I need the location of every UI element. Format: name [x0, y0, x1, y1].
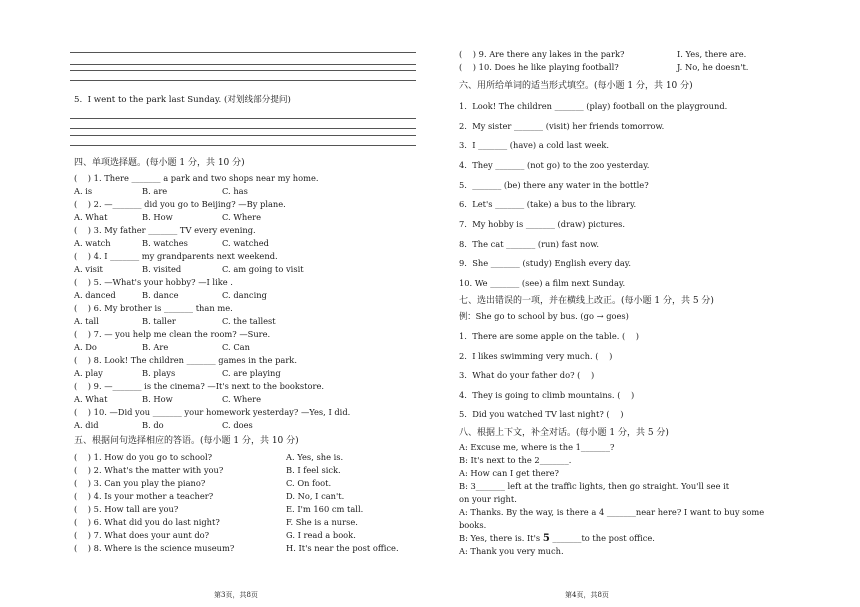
question-5-rewrite: 5. I went to the park last Sunday. (对划线部分提问): [74, 95, 291, 105]
section-8-title: 八、根据上下文，补全对话。(每小题 1 分，共 5 分): [459, 428, 669, 438]
dialogue-line-rest: _______to the post office.: [549, 533, 655, 543]
dialogue-line: B: 3_______ left at the traffic lights, then go straight. You'll see it: [459, 481, 730, 491]
dialogue-line-text: B: Yes, there is. It's: [459, 533, 543, 543]
section-5-title: 五、根据问句选择相应的答语。(每小题 1 分，共 10 分): [74, 436, 299, 446]
mc-question: ( ) 2. —_______ did you go to Beijing? —By plane.: [74, 199, 286, 209]
match-answer: A. Yes, she is.: [286, 452, 344, 462]
fill-item: 10. We _______ (see) a film next Sunday.: [459, 278, 626, 288]
mc-option-a: A. tall: [74, 316, 99, 326]
error-item: 5. Did you watched TV last night? ( ): [459, 409, 624, 419]
mc-option-b: B. Are: [142, 342, 169, 352]
mc-option-b: B. watches: [142, 238, 188, 248]
mc-option-b: B. plays: [142, 368, 176, 378]
page-footer: 第4页，共8页: [565, 591, 609, 599]
error-item: 4. They is going to climb mountains. ( ): [459, 390, 635, 400]
fill-item: 1. Look! The children _______ (play) football on the playground.: [459, 101, 728, 111]
mc-option-a: A. visit: [74, 264, 103, 274]
match-answer: H. It's near the post office.: [286, 543, 399, 553]
answer-line: [70, 135, 416, 136]
answer-line: [70, 64, 416, 65]
match-question: ( ) 8. Where is the science museum?: [74, 543, 235, 553]
section-4-title: 四、单项选择题。(每小题 1 分，共 10 分): [74, 158, 245, 168]
answer-line: [70, 80, 416, 81]
match-question: ( ) 3. Can you play the piano?: [74, 478, 206, 488]
mc-option-b: B. do: [142, 420, 164, 430]
dialogue-line: A: How can I get there?: [459, 468, 559, 478]
mc-option-c: C. Where: [222, 212, 261, 222]
answer-line: [70, 145, 416, 146]
match-question: ( ) 2. What's the matter with you?: [74, 465, 224, 475]
mc-option-b: B. taller: [142, 316, 176, 326]
match-question: ( ) 5. How tall are you?: [74, 504, 179, 514]
mc-option-c: C. has: [222, 186, 248, 196]
blank-number: 5: [542, 533, 550, 544]
mc-option-c: C. are playing: [222, 368, 281, 378]
answer-line: [70, 70, 416, 71]
mc-question: ( ) 7. — you help me clean the room? —Sure.: [74, 329, 271, 339]
dialogue-line: A: Thank you very much.: [459, 546, 564, 556]
answer-line: [70, 128, 416, 129]
error-item: 1. There are some apple on the table. ( ): [459, 331, 640, 341]
match-answer: F. She is a nurse.: [286, 517, 358, 527]
mc-option-b: B. How: [142, 212, 173, 222]
match-question: ( ) 4. Is your mother a teacher?: [74, 491, 214, 501]
fill-item: 6. Let's _______ (take) a bus to the library.: [459, 199, 637, 209]
answer-line: [70, 118, 416, 119]
fill-item: 4. They _______ (not go) to the zoo yesterday.: [459, 160, 650, 170]
mc-question: ( ) 10. —Did you _______ your homework yesterday? —Yes, I did.: [74, 407, 351, 417]
page-footer: 第3页，共8页: [214, 591, 258, 599]
mc-option-c: C. the tallest: [222, 316, 276, 326]
mc-question: ( ) 8. Look! The children _______ games in the park.: [74, 355, 297, 365]
mc-question: ( ) 9. —_______ is the cinema? —It's next to the bookstore.: [74, 381, 325, 391]
fill-item: 8. The cat _______ (run) fast now.: [459, 239, 599, 249]
fill-item: 5. _______ (be) there any water in the bottle?: [459, 180, 649, 190]
match-answer: J. No, he doesn't.: [677, 62, 749, 72]
match-question: ( ) 1. How do you go to school?: [74, 452, 213, 462]
fill-item: 9. She _______ (study) English every day.: [459, 258, 632, 268]
mc-option-a: A. play: [74, 368, 103, 378]
section-7-title: 七、选出错误的一项，并在横线上改正。(每小题 1 分，共 5 分): [459, 296, 714, 306]
mc-option-a: A. What: [74, 394, 108, 404]
mc-option-b: B. visited: [142, 264, 182, 274]
mc-option-a: A. What: [74, 212, 108, 222]
mc-question: ( ) 1. There _______ a park and two shops near my home.: [74, 173, 319, 183]
mc-option-c: C. Can: [222, 342, 250, 352]
mc-option-b: B. How: [142, 394, 173, 404]
match-question: ( ) 9. Are there any lakes in the park?: [459, 49, 625, 59]
match-question: ( ) 6. What did you do last night?: [74, 517, 220, 527]
fill-item: 3. I _______ (have) a cold last week.: [459, 140, 610, 150]
match-question: ( ) 7. What does your aunt do?: [74, 530, 210, 540]
dialogue-line: books.: [459, 520, 487, 530]
mc-option-b: B. are: [142, 186, 168, 196]
dialogue-line: [459, 533, 655, 544]
mc-question: ( ) 4. I _______ my grandparents next weekend.: [74, 251, 278, 261]
error-item: 2. I likes swimming very much. ( ): [459, 351, 613, 361]
mc-question: ( ) 6. My brother is _______ than me.: [74, 303, 233, 313]
section-6-title: 六、用所给单词的适当形式填空。(每小题 1 分，共 10 分): [459, 81, 693, 91]
match-answer: G. I read a book.: [286, 530, 356, 540]
example-line: 例：She go to school by bus. (go → goes): [459, 311, 629, 321]
dialogue-line: B: It's next to the 2_______.: [459, 455, 572, 465]
mc-option-b: B. dance: [142, 290, 179, 300]
mc-option-c: C. Where: [222, 394, 261, 404]
mc-question: ( ) 5. —What's your hobby? —I like .: [74, 277, 233, 287]
match-answer: E. I'm 160 cm tall.: [286, 504, 364, 514]
mc-option-c: C. am going to visit: [222, 264, 304, 274]
dialogue-line: A: Excuse me, where is the 1_______?: [459, 442, 615, 452]
match-answer: C. On foot.: [286, 478, 332, 488]
match-answer: D. No, I can't.: [286, 491, 345, 501]
mc-option-a: A. danced: [74, 290, 116, 300]
mc-question: ( ) 3. My father _______ TV every evening.: [74, 225, 256, 235]
dialogue-line: A: Thanks. By the way, is there a 4 _______near here? I want to buy some: [459, 507, 765, 517]
match-answer: B. I feel sick.: [286, 465, 341, 475]
error-item: 3. What do your father do? ( ): [459, 370, 595, 380]
mc-option-a: A. did: [74, 420, 99, 430]
mc-option-a: A. watch: [74, 238, 111, 248]
answer-line: [70, 52, 416, 53]
dialogue-line: on your right.: [459, 494, 517, 504]
match-answer: I. Yes, there are.: [677, 49, 747, 59]
mc-option-a: A. Do: [74, 342, 97, 352]
mc-option-c: C. watched: [222, 238, 269, 248]
fill-item: 2. My sister _______ (visit) her friends tomorrow.: [459, 121, 665, 131]
fill-item: 7. My hobby is _______ (draw) pictures.: [459, 219, 626, 229]
match-question: ( ) 10. Does he like playing football?: [459, 62, 619, 72]
mc-option-c: C. dancing: [222, 290, 267, 300]
mc-option-a: A. is: [74, 186, 93, 196]
mc-option-c: C. does: [222, 420, 253, 430]
